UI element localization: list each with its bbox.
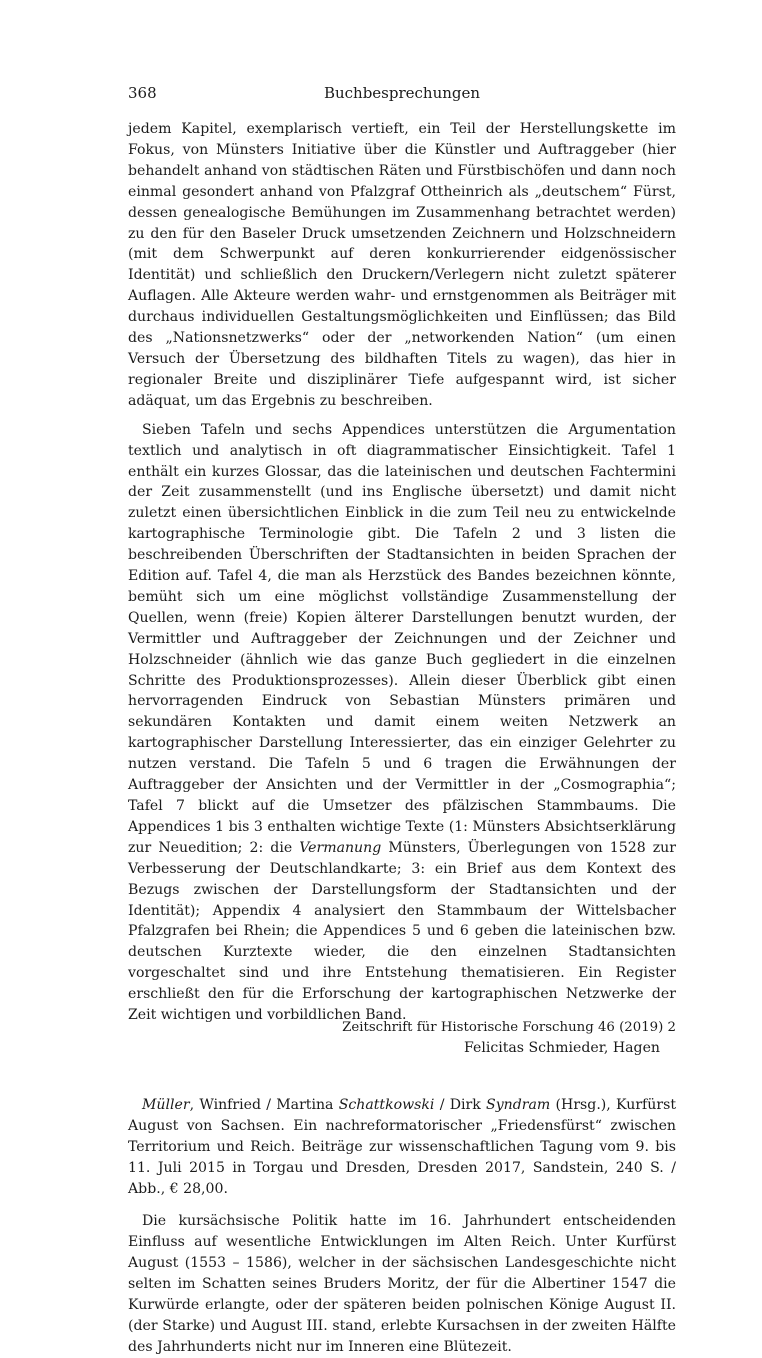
citation-author-1-first: , Winfried / Martina	[189, 1096, 339, 1113]
review-2-paragraph-1: Die kursächsische Politik hatte im 16. Jahrhundert entscheidenden Einfluss auf wesentliche Entwicklungen im Alten Reich. Unter Kurfürst August (1553 – 1586), welcher in der sächsischen Landesgeschichte nicht selten im Schatten seines Bruders Moritz, der für die Albertiner 1547 die Kurwürde erlangte, oder der späteren beiden polnischen Könige August II. (der Starke) und August III. stand, erlebte Kursachsen in der zweiten Hälfte des Jahrhunderts nicht nur im Inneren eine Blütezeit.	[128, 1213, 676, 1355]
review-paragraph-1: jedem Kapitel, exemplarisch vertieft, ein Teil der Herstellungskette im Fokus, von Münsters Initiative über die Künstler und Auftraggeber (hier behandelt anhand von städtischen Räten und Fürstbischöfen und dann noch einmal gesondert anhand von Pfalzgraf Ottheinrich als „deutschem“ Fürst, dessen genealogische Bemühungen im Zusammenhang betrachtet werden) zu den für den Baseler Druck umsetzenden Zeichnern und Holzschneidern (mit dem Schwerpunkt auf deren konkurrierender eidgenössischer Identität) und schließlich den Druckern/Verlegern nicht zuletzt späterer Auflagen. Alle Akteure werden wahr- und ernstgenommen als Beiträger mit durchaus individuellen Gestaltungsmöglichkeiten und Einflüssen; das Bild des „Nationsnetzwerks“ oder der „networkenden Nation“ (um einen Versuch der Übersetzung des bildhaften Titels zu wagen), das hier in regionaler Breite und disziplinärer Tiefe aufgespannt wird, ist sicher adäquat, um das Ergebnis zu beschreiben.	[128, 121, 676, 409]
page-number: 368	[128, 84, 157, 102]
review-paragraph-2-part-b: Münsters, Überlegungen von 1528 zur Verbesserung der Deutschlandkarte; 3: ein Brief aus dem Kontext des Bezugs zwischen der Darstellungsform der Stadtansichten und der Identität); Appendix 4 analysiert den Stammbaum der Wittelsbacher Pfalzgrafen bei Rhein; die Appendices 5 und 6 geben die lateinischen bzw. deutschen Kurztexte wieder, die den einzelnen Stadtansichten vorgeschaltet sind und ihre Entstehung thematisieren. Ein Register erschließt den für die Erforschung der kartographischen Netzwerke der Zeit wichtigen und vorbildlichen Band.	[128, 839, 676, 1024]
running-head	[128, 82, 676, 104]
reviewer-signature: Felicitas Schmieder, Hagen	[463, 1039, 660, 1056]
review-paragraph-2	[128, 420, 676, 1026]
citation-title: (Hrsg.), Kurfürst August von Sachsen. Ein nachreformatorischer „Friedensfürst“ zwischen Territorium und Reich. Beiträge zur wissenschaftlichen Tagung vom 9. bis 11. Juli 2015 in Torgau und Dresden, Dresden 2017, Sandstein, 240 S. / Abb., € 28,00.	[128, 1096, 676, 1197]
citation-author-1: Müller	[142, 1096, 190, 1113]
book-citation	[128, 1095, 676, 1200]
section-title: Buchbesprechungen	[323, 84, 481, 102]
review-paragraph-2-italic: Vermanung	[299, 839, 382, 856]
citation-author-sep: / Dirk	[434, 1096, 487, 1113]
review-body	[128, 119, 676, 1026]
review-paragraph-2-part-a: Sieben Tafeln und sechs Appendices unterstützen die Argumentation textlich und analytisch in oft diagrammatischer Einsichtigkeit. Tafel 1 enthält ein kurzes Glossar, das die lateinischen und deutschen Fachtermini der Zeit zusammenstellt (und ins Englische übersetzt) und damit nicht zuletzt einen übersichtlichen Einblick in die zum Teil neu zu entwickelnde kartographische Terminologie gibt. Die Tafeln 2 und 3 listen die beschreibenden Überschriften der Stadtansichten in beiden Sprachen der Edition auf. Tafel 4, die man als Herzstück des Bandes bezeichnen könnte, bemüht sich um eine möglichst vollständige Zusammenstellung der Quellen, wenn (freie) Kopien älterer Darstellungen benutzt wurden, der Vermittler und Auftraggeber der Zeichnungen und der Zeichner und Holzschneider (ähnlich wie das ganze Buch gegliedert in die einzelnen Schritte des Produktionsprozesses). Allein dieser Überblick gibt einen hervorragenden Eindruck von Sebastian Münsters primären und sekundären Kontakten und damit einem weiten Netzwerk an kartographischer Darstellung Interessierter, das ein einziger Gelehrter zu nutzen verstand. Die Tafeln 5 und 6 tragen die Erwähnungen der Auftraggeber der Ansichten und der Vermittler in der „Cosmographia“; Tafel 7 blickt auf die Umsetzer des pfälzischen Stammbaums. Die Appendices 1 bis 3 enthalten wichtige Texte (1: Münsters Absichtserklärung zur Neuedition; 2: die	[128, 421, 676, 856]
journal-footer: Zeitschrift für Historische Forschung 46 (2019) 2	[342, 1020, 676, 1035]
page	[128, 82, 676, 1358]
citation-author-2: Schattkowski	[338, 1096, 435, 1113]
citation-author-3: Syndram	[486, 1096, 551, 1113]
